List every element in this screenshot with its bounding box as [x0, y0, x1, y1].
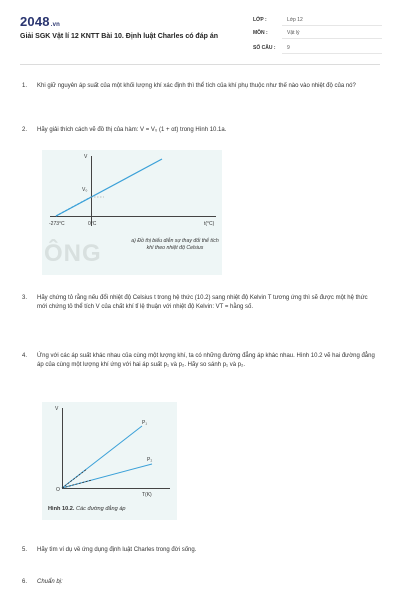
- tick-neg-273: -273°C: [49, 221, 65, 227]
- lop-label: LỚP :: [253, 17, 267, 23]
- question-text: Hãy tìm ví dụ về ứng dụng định luật Charles trong đời sống.: [37, 547, 197, 553]
- v-axis-label: V: [55, 406, 59, 412]
- header: [0, 0, 400, 70]
- meta-divider: [282, 38, 382, 39]
- isobar-p2: [62, 464, 152, 488]
- site-logo[interactable]: [20, 14, 60, 29]
- figure-watermark: ÔNG: [44, 240, 102, 267]
- caption-text: Các đường đẳng áp: [76, 506, 126, 512]
- figure-caption: [48, 506, 126, 512]
- question-number: 1.: [22, 83, 28, 89]
- figure-10-1a: [42, 150, 222, 275]
- question-text: Chuẩn bị:: [37, 579, 63, 585]
- meta-divider: [282, 53, 382, 54]
- mon-value: Vật lý: [287, 30, 300, 36]
- question-number: 3.: [22, 295, 28, 301]
- socau-label: SỐ CÂU :: [253, 45, 276, 51]
- p2-label: P₂: [147, 457, 153, 463]
- question-number: 6.: [22, 579, 28, 585]
- question-text: Khi giữ nguyên áp suất của một khối lượng khí xác định thì thể tích của khí phụ thuộc như thế nào vào nhiệt độ của nó?: [37, 83, 356, 89]
- isobar-lines: [42, 402, 177, 520]
- logo-main: 2048: [20, 14, 50, 29]
- question-number: 2.: [22, 127, 28, 133]
- t-axis-label: T(K): [142, 492, 152, 498]
- p1-label: P₁: [142, 420, 148, 426]
- question-text: Ứng với các áp suất khác nhau của cùng một lượng khí, ta có những đường đẳng áp khác nhau. Hình 10.2 vẽ hai đường đẳng áp của cùng một lượng khí ứng với hai áp suất p₁ và p₂. Hãy so sánh p₁ và p₂.: [37, 353, 375, 368]
- meta-lop: [253, 17, 303, 23]
- caption-bold: Hình 10.2.: [48, 506, 75, 512]
- t-axis-label: t(°C): [204, 221, 215, 227]
- question-number: 4.: [22, 353, 28, 359]
- question-number: 5.: [22, 547, 28, 553]
- graph-lines: [42, 150, 222, 275]
- question-text: Hãy giải thích cách vẽ đồ thị của hàm: V = V₀ (1 + αt) trong Hình 10.1a.: [37, 127, 227, 133]
- question-text: Hãy chứng tỏ rằng nếu đổi nhiệt độ Celsius t trong hệ thức (10.2) sang nhiệt độ Kelvin T tương ứng thì sẽ được một hệ thức mới chứng tỏ thể tích V của chất khí tỉ lệ thuận với nhiệt độ Kelvin: VT = hằng số.: [37, 295, 368, 310]
- socau-value: 9: [287, 45, 290, 51]
- figure-caption: a) Đồ thị biểu diễn sự thay đổi thể tích khí theo nhiệt độ Celsius: [131, 238, 219, 251]
- tick-zero: 0°C: [88, 221, 97, 227]
- logo-tld: .vn: [50, 22, 61, 28]
- v0-label: V₀: [82, 187, 88, 193]
- header-divider: [20, 64, 380, 65]
- meta-socau: [253, 45, 290, 51]
- mon-label: MÔN :: [253, 30, 268, 36]
- lop-value: Lớp 12: [287, 17, 303, 23]
- figure-10-2: [42, 402, 177, 520]
- meta-mon: [253, 30, 300, 36]
- meta-divider: [282, 25, 382, 26]
- document-title: Giải SGK Vật lí 12 KNTT Bài 10. Định luật Charles có đáp án: [20, 33, 218, 40]
- origin-label: O: [56, 487, 60, 493]
- v-axis-label: V: [84, 154, 88, 160]
